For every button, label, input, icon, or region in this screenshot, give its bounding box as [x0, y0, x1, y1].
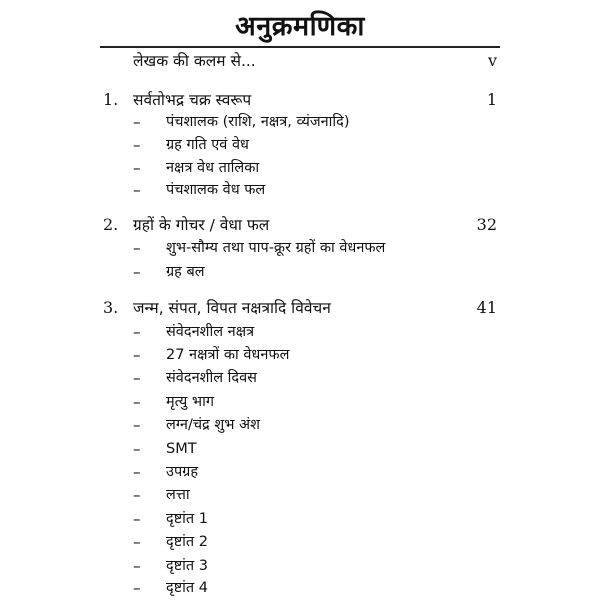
dash-marker: –	[133, 113, 141, 131]
chapter-title: जन्म, संपत, विपत नक्षत्रादि विवेचन	[133, 299, 331, 317]
sub-item-label: पंचशालक वेध फल	[166, 182, 266, 198]
sub-item-label: नक्षत्र वेध तालिका	[166, 160, 260, 176]
toc-sub-item	[0, 530, 600, 554]
dash-marker: –	[133, 239, 141, 257]
page-title: अनुक्रमणिका	[235, 11, 365, 42]
toc-sub-item	[0, 554, 600, 578]
title-underline	[100, 46, 500, 48]
toc-sub-item	[0, 576, 600, 600]
sub-item-label: संवेदनशील दिवस	[166, 370, 257, 386]
chapter-title: ग्रहों के गोचर / वेधा फल	[133, 216, 270, 234]
sub-item-label: पंचशालक (राशि, नक्षत्र, व्यंजनादि)	[166, 114, 350, 130]
dash-marker: –	[133, 393, 141, 411]
toc-sub-item	[0, 437, 600, 461]
dash-marker: –	[133, 263, 141, 281]
toc-sub-item	[0, 413, 600, 437]
preface-page: v	[487, 51, 497, 70]
dash-marker: –	[133, 533, 141, 551]
dash-marker: –	[133, 136, 141, 154]
toc-preface-row	[0, 49, 600, 73]
sub-item-label: दृष्टांत 2	[166, 534, 209, 550]
sub-item-label: उपग्रह	[166, 464, 199, 480]
chapter-page: 1	[486, 90, 497, 109]
dash-marker: –	[133, 346, 141, 364]
dash-marker: –	[133, 579, 141, 597]
dash-marker: –	[133, 159, 141, 177]
sub-item-label: ग्रह गति एवं वेध	[166, 137, 249, 153]
sub-item-label: दृष्टांत 4	[166, 580, 209, 596]
toc-sub-item	[0, 133, 600, 157]
toc-sub-item	[0, 110, 600, 134]
sub-item-label: 27 नक्षत्रों का वेधनफल	[166, 347, 290, 363]
sub-item-label: SMT	[166, 441, 197, 457]
sub-item-label: शुभ-सौम्य तथा पाप-क्रूर ग्रहों का वेधनफल	[166, 240, 386, 256]
toc-sub-item	[0, 483, 600, 507]
dash-marker: –	[133, 557, 141, 575]
chapter-number: 2.	[103, 215, 119, 234]
chapter-page: 41	[476, 298, 497, 317]
dash-marker: –	[133, 323, 141, 341]
dash-marker: –	[133, 369, 141, 387]
toc-sub-item	[0, 236, 600, 260]
chapter-page: 32	[476, 215, 497, 234]
chapter-title: सर्वतोभद्र चक्र स्वरूप	[133, 91, 252, 109]
toc-sub-item	[0, 366, 600, 390]
dash-marker: –	[133, 510, 141, 528]
sub-item-label: मृत्यु भाग	[166, 394, 215, 410]
chapter-number: 1.	[103, 90, 119, 109]
chapter-heading-2	[0, 213, 600, 237]
toc-sub-item	[0, 156, 600, 180]
sub-item-label: लग्न/चंद्र शुभ अंश	[166, 417, 260, 433]
dash-marker: –	[133, 181, 141, 199]
chapter-heading-1	[0, 88, 600, 112]
chapter-heading-3	[0, 296, 600, 320]
toc-sub-item	[0, 460, 600, 484]
toc-sub-item	[0, 507, 600, 531]
dash-marker: –	[133, 416, 141, 434]
toc-sub-item	[0, 343, 600, 367]
toc-sub-item	[0, 260, 600, 284]
dash-marker: –	[133, 440, 141, 458]
preface-label: लेखक की कलम से...	[133, 52, 256, 70]
toc-sub-item	[0, 390, 600, 414]
chapter-number: 3.	[103, 298, 119, 317]
sub-item-label: दृष्टांत 3	[166, 558, 209, 574]
sub-item-label: संवेदनशील नक्षत्र	[166, 324, 255, 340]
sub-item-label: दृष्टांत 1	[166, 511, 209, 527]
toc-sub-item	[0, 178, 600, 202]
dash-marker: –	[133, 486, 141, 504]
sub-item-label: ग्रह बल	[166, 264, 205, 280]
sub-item-label: लत्ता	[166, 487, 190, 503]
toc-sub-item	[0, 320, 600, 344]
dash-marker: –	[133, 463, 141, 481]
